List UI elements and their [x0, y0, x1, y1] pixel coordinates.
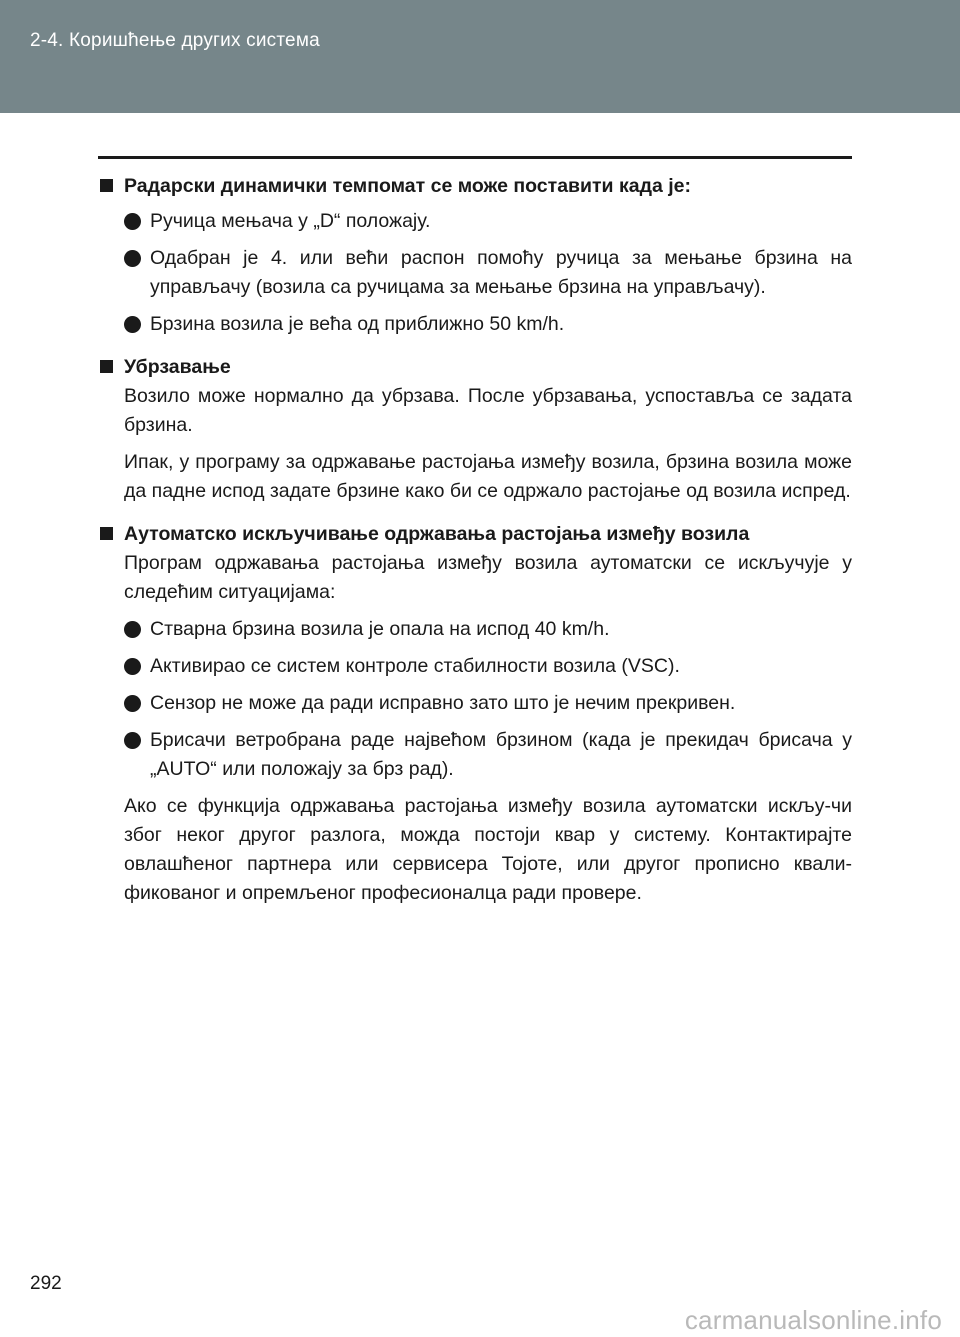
paragraph: Возило може нормално да убрзава. После убрзавања, успоставља се задата брзина.	[124, 385, 852, 436]
section-heading	[98, 520, 852, 549]
list-item	[98, 726, 852, 784]
list-item-text: Брисачи ветробрана раде највећом брзином (када је прекидач брисача у „AUTO“ или положају за брз рад).	[150, 729, 852, 780]
chapter-title: 2-4. Коришћење других система	[30, 30, 320, 51]
list-item-text: Активирао се систем контроле стабилности возила (VSC).	[150, 655, 680, 677]
section-rule	[98, 156, 852, 159]
list-item-text: Стварна брзина возила је опала на испод 40 km/h.	[150, 618, 610, 640]
paragraph: Ипак, у програму за одржавање растојања између возила, брзина возила може да падне испод задате брзине како би се одржало растојање од возила испред.	[124, 451, 852, 502]
list-item	[98, 652, 852, 681]
list-item	[98, 689, 852, 718]
list-item	[98, 615, 852, 644]
round-bullet-icon	[124, 621, 141, 638]
page-number: 292	[30, 1273, 62, 1294]
list-item-text: Брзина возила је већа од приближно 50 km/h.	[150, 313, 565, 335]
watermark: carmanualsonline.info	[684, 1305, 942, 1335]
round-bullet-icon	[124, 213, 141, 230]
square-bullet-icon	[100, 527, 113, 540]
section-auto-cancel	[98, 520, 852, 908]
section-heading-text: Убрзавање	[124, 356, 231, 378]
square-bullet-icon	[100, 360, 113, 373]
list-item-text: Сензор не може да ради исправно зато што је нечим прекривен.	[150, 692, 736, 714]
round-bullet-icon	[124, 250, 141, 267]
section-acceleration	[98, 353, 852, 506]
section-conditions	[98, 172, 852, 339]
page-content	[98, 172, 852, 922]
list-item	[98, 207, 852, 236]
list-item-text: Одабран је 4. или већи распон помоћу ручица за мењање брзина на управљачу (возила са ручицама за мењање брзина на управљачу).	[150, 247, 852, 298]
list-item-text: Ручица мењача у „D“ положају.	[150, 210, 431, 232]
round-bullet-icon	[124, 316, 141, 333]
square-bullet-icon	[100, 179, 113, 192]
section-heading	[98, 172, 852, 201]
header-band	[0, 0, 960, 113]
round-bullet-icon	[124, 695, 141, 712]
closing-paragraph: Ако се функција одржавања растојања између возила аутоматски искљу-чи због неког другог разлога, можда постоји квар у систему. Контактирајте овлашћеног партнера или сервисера Тојоте, или другог прописно квали-фикованог и опремљеног професионалца ради провере.	[124, 795, 852, 904]
list-item	[98, 310, 852, 339]
section-heading	[98, 353, 852, 382]
round-bullet-icon	[124, 732, 141, 749]
paragraph: Програм одржавања растојања између возила аутоматски се искључује у следећим ситуацијама:	[124, 552, 852, 603]
section-heading-text: Аутоматско искључивање одржавања растојања између возила	[124, 523, 750, 545]
list-item	[98, 244, 852, 302]
section-heading-text: Радарски динамички темпомат се може поставити када је:	[124, 175, 691, 197]
round-bullet-icon	[124, 658, 141, 675]
